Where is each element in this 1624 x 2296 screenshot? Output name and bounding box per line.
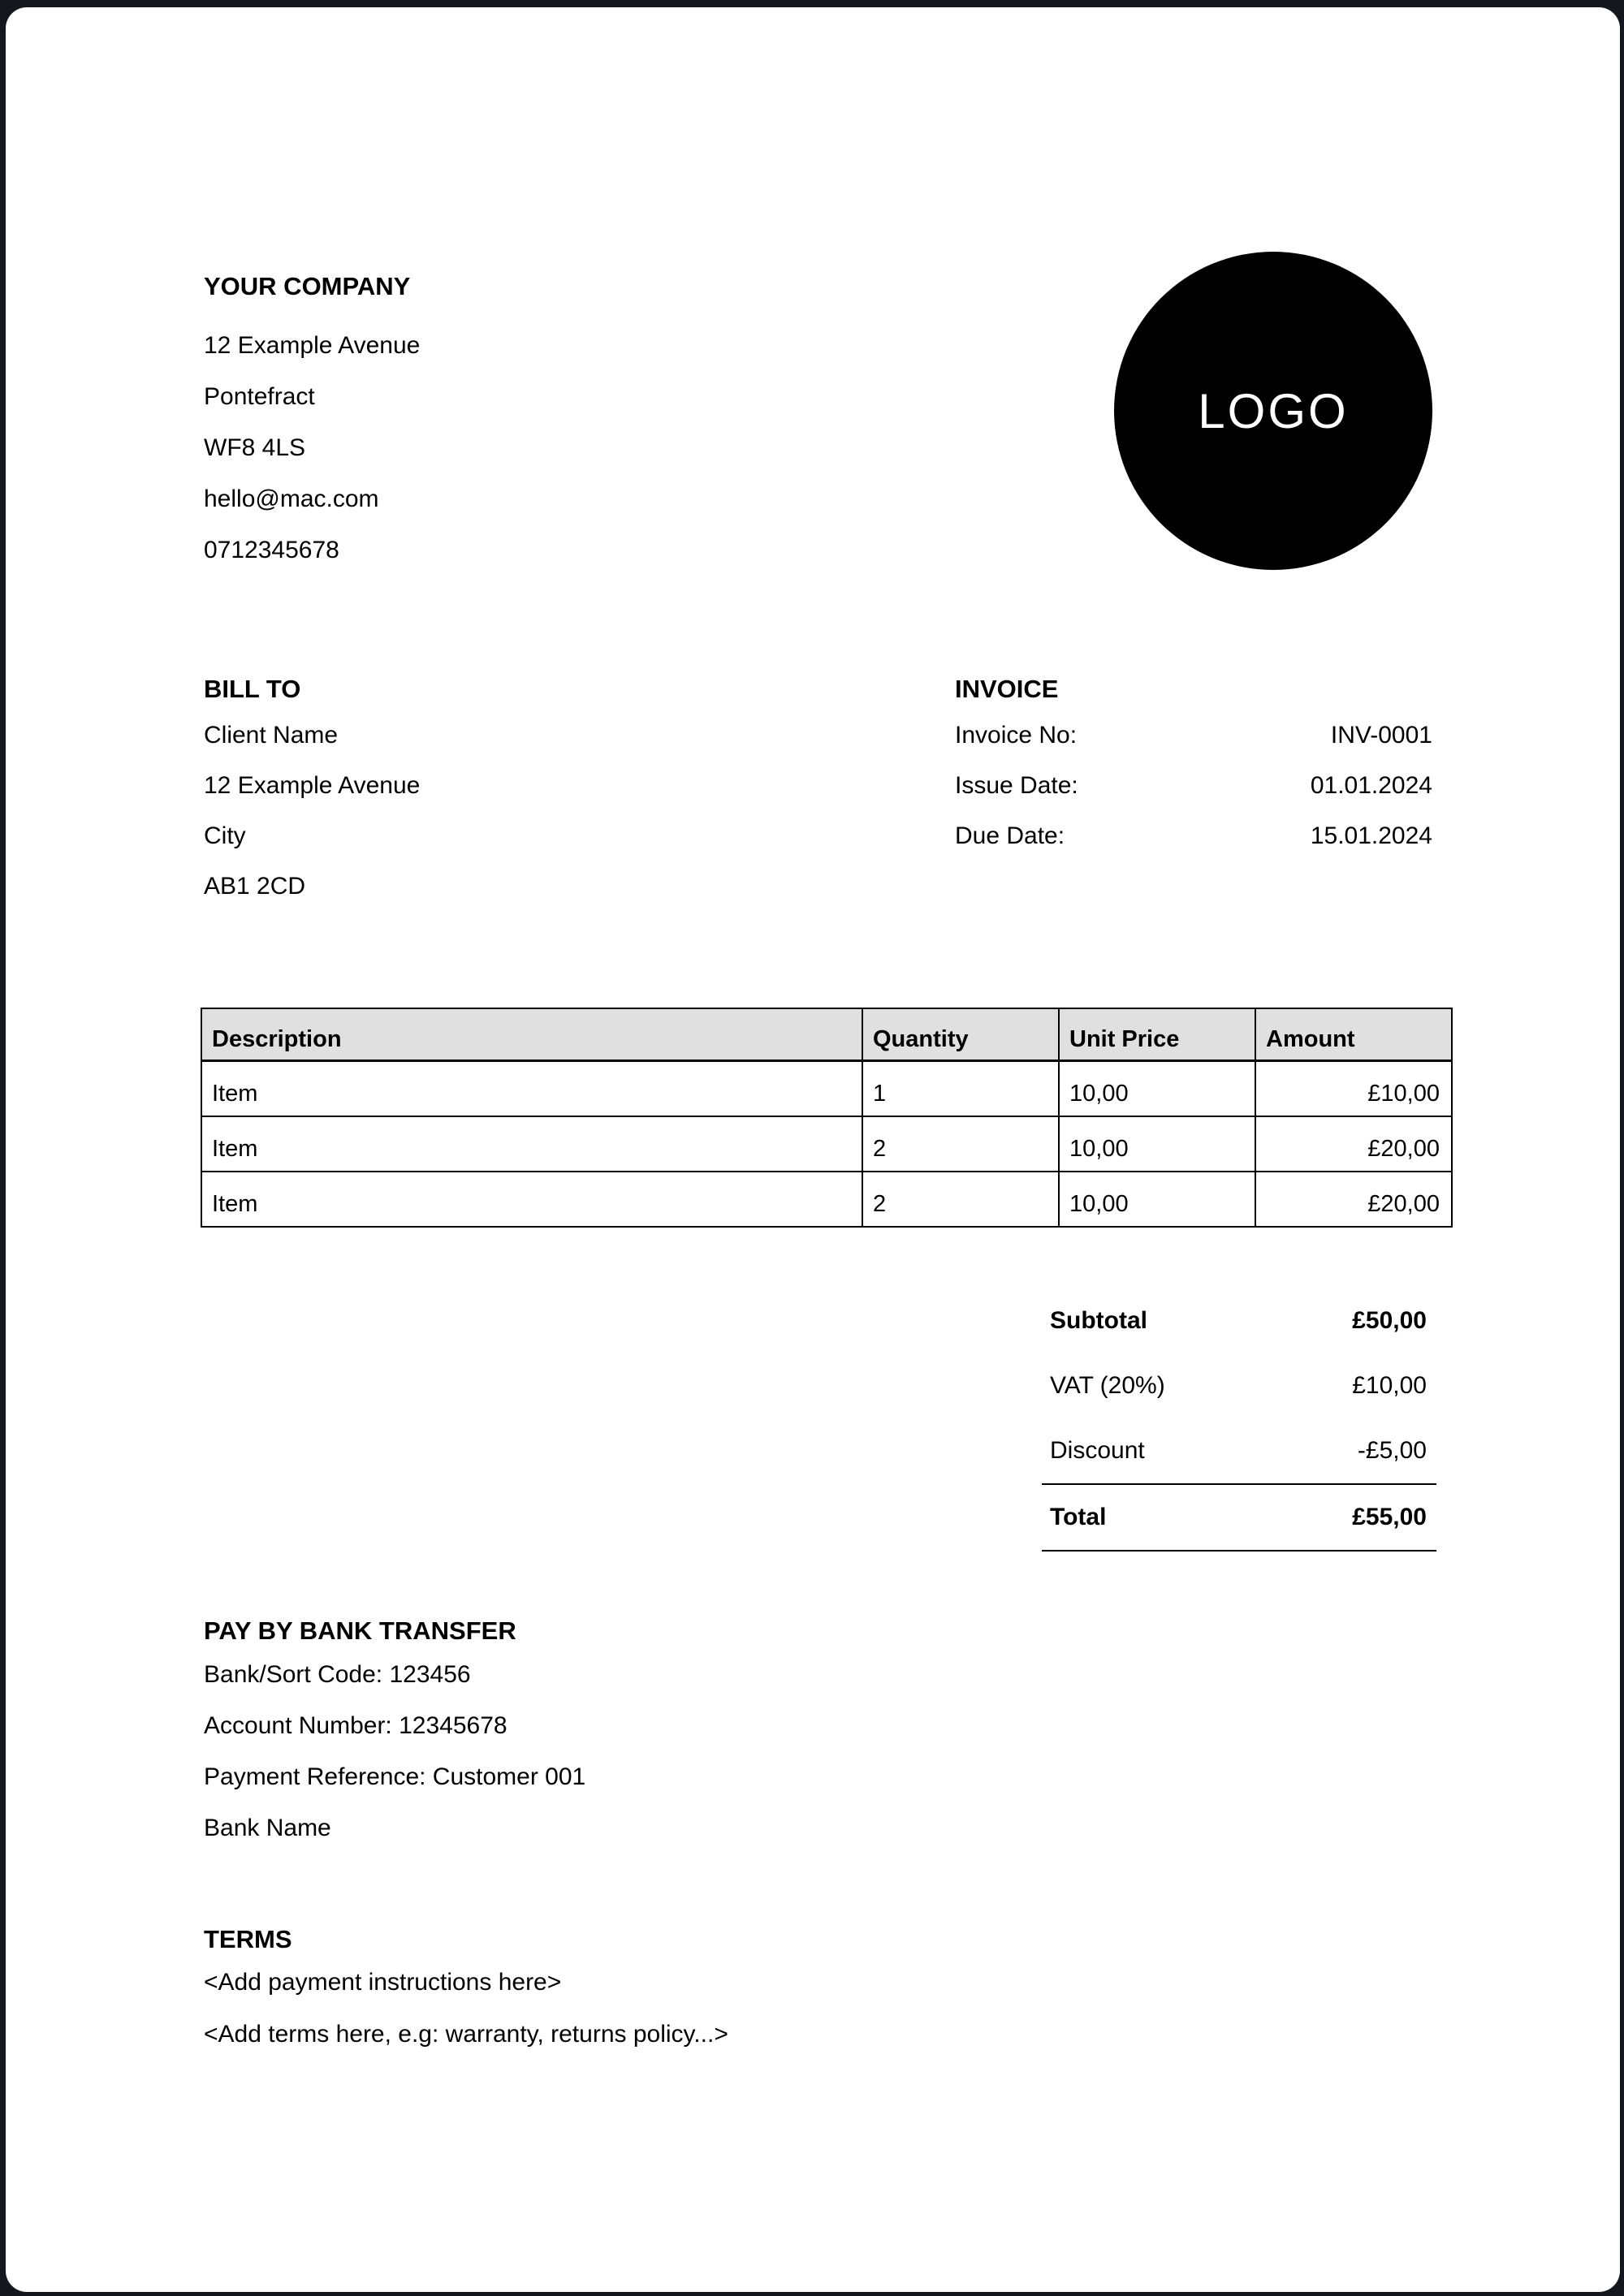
due-date-value: 15.01.2024 (1310, 822, 1432, 849)
unit-price-cell: 10,00 (1059, 1172, 1255, 1227)
item-description-cell: Item (201, 1116, 862, 1172)
company-address-line: Pontefract (204, 383, 315, 410)
account-number-line: Account Number: 12345678 (204, 1712, 508, 1739)
unit-price-cell: 10,00 (1059, 1061, 1255, 1117)
totals-block (1042, 1288, 1436, 1552)
invoice-meta-block (955, 710, 1432, 861)
bill-to-postcode: AB1 2CD (204, 873, 306, 900)
due-date-row (955, 811, 1432, 861)
subtotal-row (1042, 1288, 1436, 1353)
item-description-cell: Item (201, 1061, 862, 1117)
vat-value: £10,00 (1352, 1372, 1427, 1399)
terms-block (204, 1957, 728, 2061)
company-address-line: WF8 4LS (204, 434, 306, 461)
bill-to-address-line: 12 Example Avenue (204, 772, 421, 799)
vat-label: VAT (20%) (1050, 1372, 1165, 1399)
amount-cell: £20,00 (1255, 1172, 1452, 1227)
company-address (204, 320, 420, 576)
invoice-page (6, 7, 1620, 2292)
quantity-header-cell: Quantity (862, 1008, 1059, 1061)
bill-to-block (204, 710, 420, 912)
unit-price-cell: 10,00 (1059, 1116, 1255, 1172)
company-address-line: 12 Example Avenue (204, 332, 421, 359)
discount-row (1042, 1418, 1436, 1483)
terms-line: <Add payment instructions here> (204, 1969, 562, 1996)
total-value: £55,00 (1352, 1504, 1427, 1530)
quantity-cell: 2 (862, 1172, 1059, 1227)
company-name: YOUR COMPANY (204, 272, 411, 300)
description-header-cell: Description (201, 1008, 862, 1061)
invoice-heading: INVOICE (955, 675, 1059, 703)
total-row (1042, 1483, 1436, 1552)
discount-value: -£5,00 (1357, 1437, 1427, 1464)
unit-price-header-cell: Unit Price (1059, 1008, 1255, 1061)
table-row (201, 1172, 1452, 1227)
issue-date-row (955, 761, 1432, 811)
table-row (201, 1116, 1452, 1172)
table-header-row (201, 1008, 1452, 1061)
item-description-cell: Item (201, 1172, 862, 1227)
company-email: hello@mac.com (204, 486, 379, 512)
company-phone: 0712345678 (204, 537, 339, 563)
subtotal-label: Subtotal (1050, 1307, 1147, 1334)
payment-block (204, 1649, 585, 1854)
bank-name-line: Bank Name (204, 1815, 331, 1841)
amount-cell: £20,00 (1255, 1116, 1452, 1172)
payment-reference-line: Payment Reference: Customer 001 (204, 1763, 586, 1790)
bill-to-client-name: Client Name (204, 722, 339, 749)
logo-badge (1114, 252, 1432, 570)
logo-text: LOGO (1198, 383, 1349, 438)
terms-heading: TERMS (204, 1925, 292, 1953)
invoice-number-value: INV-0001 (1330, 722, 1432, 749)
quantity-cell: 2 (862, 1116, 1059, 1172)
bill-to-city: City (204, 822, 246, 849)
issue-date-value: 01.01.2024 (1310, 772, 1432, 799)
subtotal-value: £50,00 (1352, 1307, 1427, 1334)
terms-line: <Add terms here, e.g: warranty, returns policy...> (204, 2021, 728, 2048)
quantity-cell: 1 (862, 1061, 1059, 1117)
due-date-label: Due Date: (955, 822, 1065, 849)
vat-row (1042, 1353, 1436, 1418)
bill-to-heading: BILL TO (204, 675, 301, 703)
table-row (201, 1061, 1452, 1117)
invoice-number-row (955, 710, 1432, 761)
amount-header-cell: Amount (1255, 1008, 1452, 1061)
amount-cell: £10,00 (1255, 1061, 1452, 1117)
issue-date-label: Issue Date: (955, 772, 1078, 799)
total-label: Total (1050, 1504, 1107, 1530)
bank-sort-code-line: Bank/Sort Code: 123456 (204, 1661, 471, 1688)
payment-heading: PAY BY BANK TRANSFER (204, 1616, 516, 1645)
items-table (201, 1008, 1453, 1228)
invoice-number-label: Invoice No: (955, 722, 1078, 749)
discount-label: Discount (1050, 1437, 1145, 1464)
